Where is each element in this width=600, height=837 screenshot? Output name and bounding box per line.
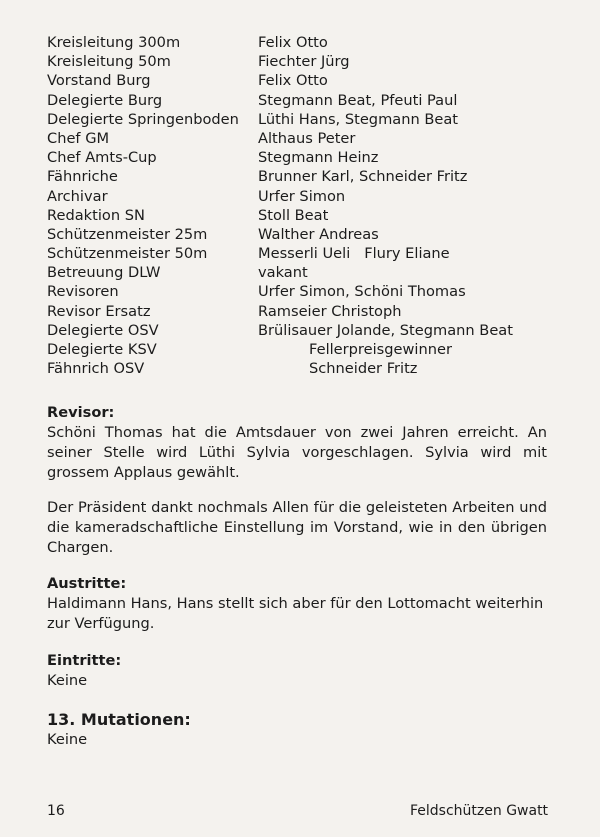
roster-role: Schützenmeister 50m — [47, 245, 208, 263]
roster-name: Walther Andreas — [258, 225, 379, 243]
roster-row — [47, 148, 567, 167]
eintritte-text: Keine — [47, 672, 88, 689]
page-number: 16 — [47, 803, 65, 819]
eintritte-section — [47, 651, 547, 691]
roster-name: Felix Otto — [258, 72, 328, 90]
austritte-text: Haldimann Hans, Hans stellt sich aber für den Lottomacht weiterhin zur Verfügung. — [47, 595, 544, 632]
roster-row — [47, 340, 567, 359]
revisor-text: Schöni Thomas hat die Amtsdauer von zwei Jahren erreicht. An seiner Stelle wird Lüthi Sylvia vorgeschlagen. Sylvia wird mit grossem Applaus gewählt. — [47, 424, 547, 481]
roster-row — [47, 263, 567, 282]
austritte-heading: Austritte: — [47, 575, 127, 592]
roster-role: Redaktion SN — [47, 206, 145, 224]
roster-role: Delegierte KSV — [47, 341, 157, 358]
roster-name: Lüthi Hans, Stegmann Beat — [258, 110, 459, 128]
roster-role: Kreisleitung 50m — [47, 53, 171, 71]
roster-row — [47, 52, 567, 71]
roster-name: Schneider Fritz — [309, 360, 418, 378]
mutationen-section — [47, 710, 547, 750]
roster-row — [47, 302, 567, 321]
roster-name: Stoll Beat — [258, 206, 329, 224]
roster-row — [47, 225, 567, 244]
roster-role: Betreuung DLW — [47, 264, 161, 282]
roster-role: Fähnriche — [47, 168, 118, 186]
roster-role: Delegierte Burg — [47, 91, 163, 109]
revisor-heading: Revisor: — [47, 404, 115, 421]
roster-name: Felix Otto — [258, 34, 328, 51]
eintritte-heading: Eintritte: — [47, 652, 122, 669]
roster-name: Stegmann Heinz — [258, 149, 379, 167]
roster-role: Revisor Ersatz — [47, 302, 151, 320]
roster-role: Delegierte OSV — [47, 321, 159, 339]
mutationen-heading: 13. Mutationen: — [47, 710, 191, 729]
roster-role: Delegierte Springenboden — [47, 110, 239, 128]
roster-name: Brülisauer Jolande, Stegmann Beat — [258, 321, 513, 339]
footer-club-name: Feldschützen Gwatt — [410, 803, 549, 819]
officials-list — [47, 33, 567, 378]
roster-row — [47, 359, 567, 378]
roster-role: Archivar — [47, 187, 108, 205]
roster-role: Revisoren — [47, 283, 119, 301]
thanks-paragraph: Der Präsident dankt nochmals Allen für die geleisteten Arbeiten und die kameradschaftliche Einstellung im Vorstand, wie in den übrigen Chargen. — [47, 499, 547, 556]
roster-row — [47, 33, 567, 52]
roster-name: Brunner Karl, Schneider Fritz — [258, 168, 468, 186]
roster-row — [47, 206, 567, 225]
roster-row — [47, 110, 567, 129]
roster-role: Vorstand Burg — [47, 72, 151, 90]
roster-row — [47, 167, 567, 186]
roster-name: Messerli Ueli Flury Eliane — [258, 245, 450, 263]
roster-role: Schützenmeister 25m — [47, 225, 208, 243]
roster-role: Fähnrich OSV — [47, 360, 145, 378]
mutationen-text: Keine — [47, 731, 88, 748]
roster-row — [47, 244, 567, 263]
roster-name: Ramseier Christoph — [258, 302, 402, 320]
roster-row — [47, 321, 567, 340]
revisor-section — [47, 403, 547, 483]
roster-name: Fellerpreisgewinner — [309, 341, 452, 358]
roster-row — [47, 187, 567, 206]
roster-row — [47, 282, 567, 301]
roster-name: Urfer Simon, Schöni Thomas — [258, 283, 466, 301]
roster-row — [47, 91, 567, 110]
roster-row — [47, 71, 567, 90]
roster-name: Stegmann Beat, Pfeuti Paul — [258, 91, 458, 109]
roster-name: vakant — [258, 264, 308, 282]
roster-row — [47, 129, 567, 148]
roster-role: Chef GM — [47, 129, 110, 147]
roster-name: Urfer Simon — [258, 187, 346, 205]
roster-name: Althaus Peter — [258, 129, 356, 147]
roster-name: Fiechter Jürg — [258, 53, 350, 71]
roster-role: Kreisleitung 300m — [47, 34, 181, 51]
austritte-section — [47, 574, 547, 634]
roster-role: Chef Amts-Cup — [47, 149, 157, 167]
